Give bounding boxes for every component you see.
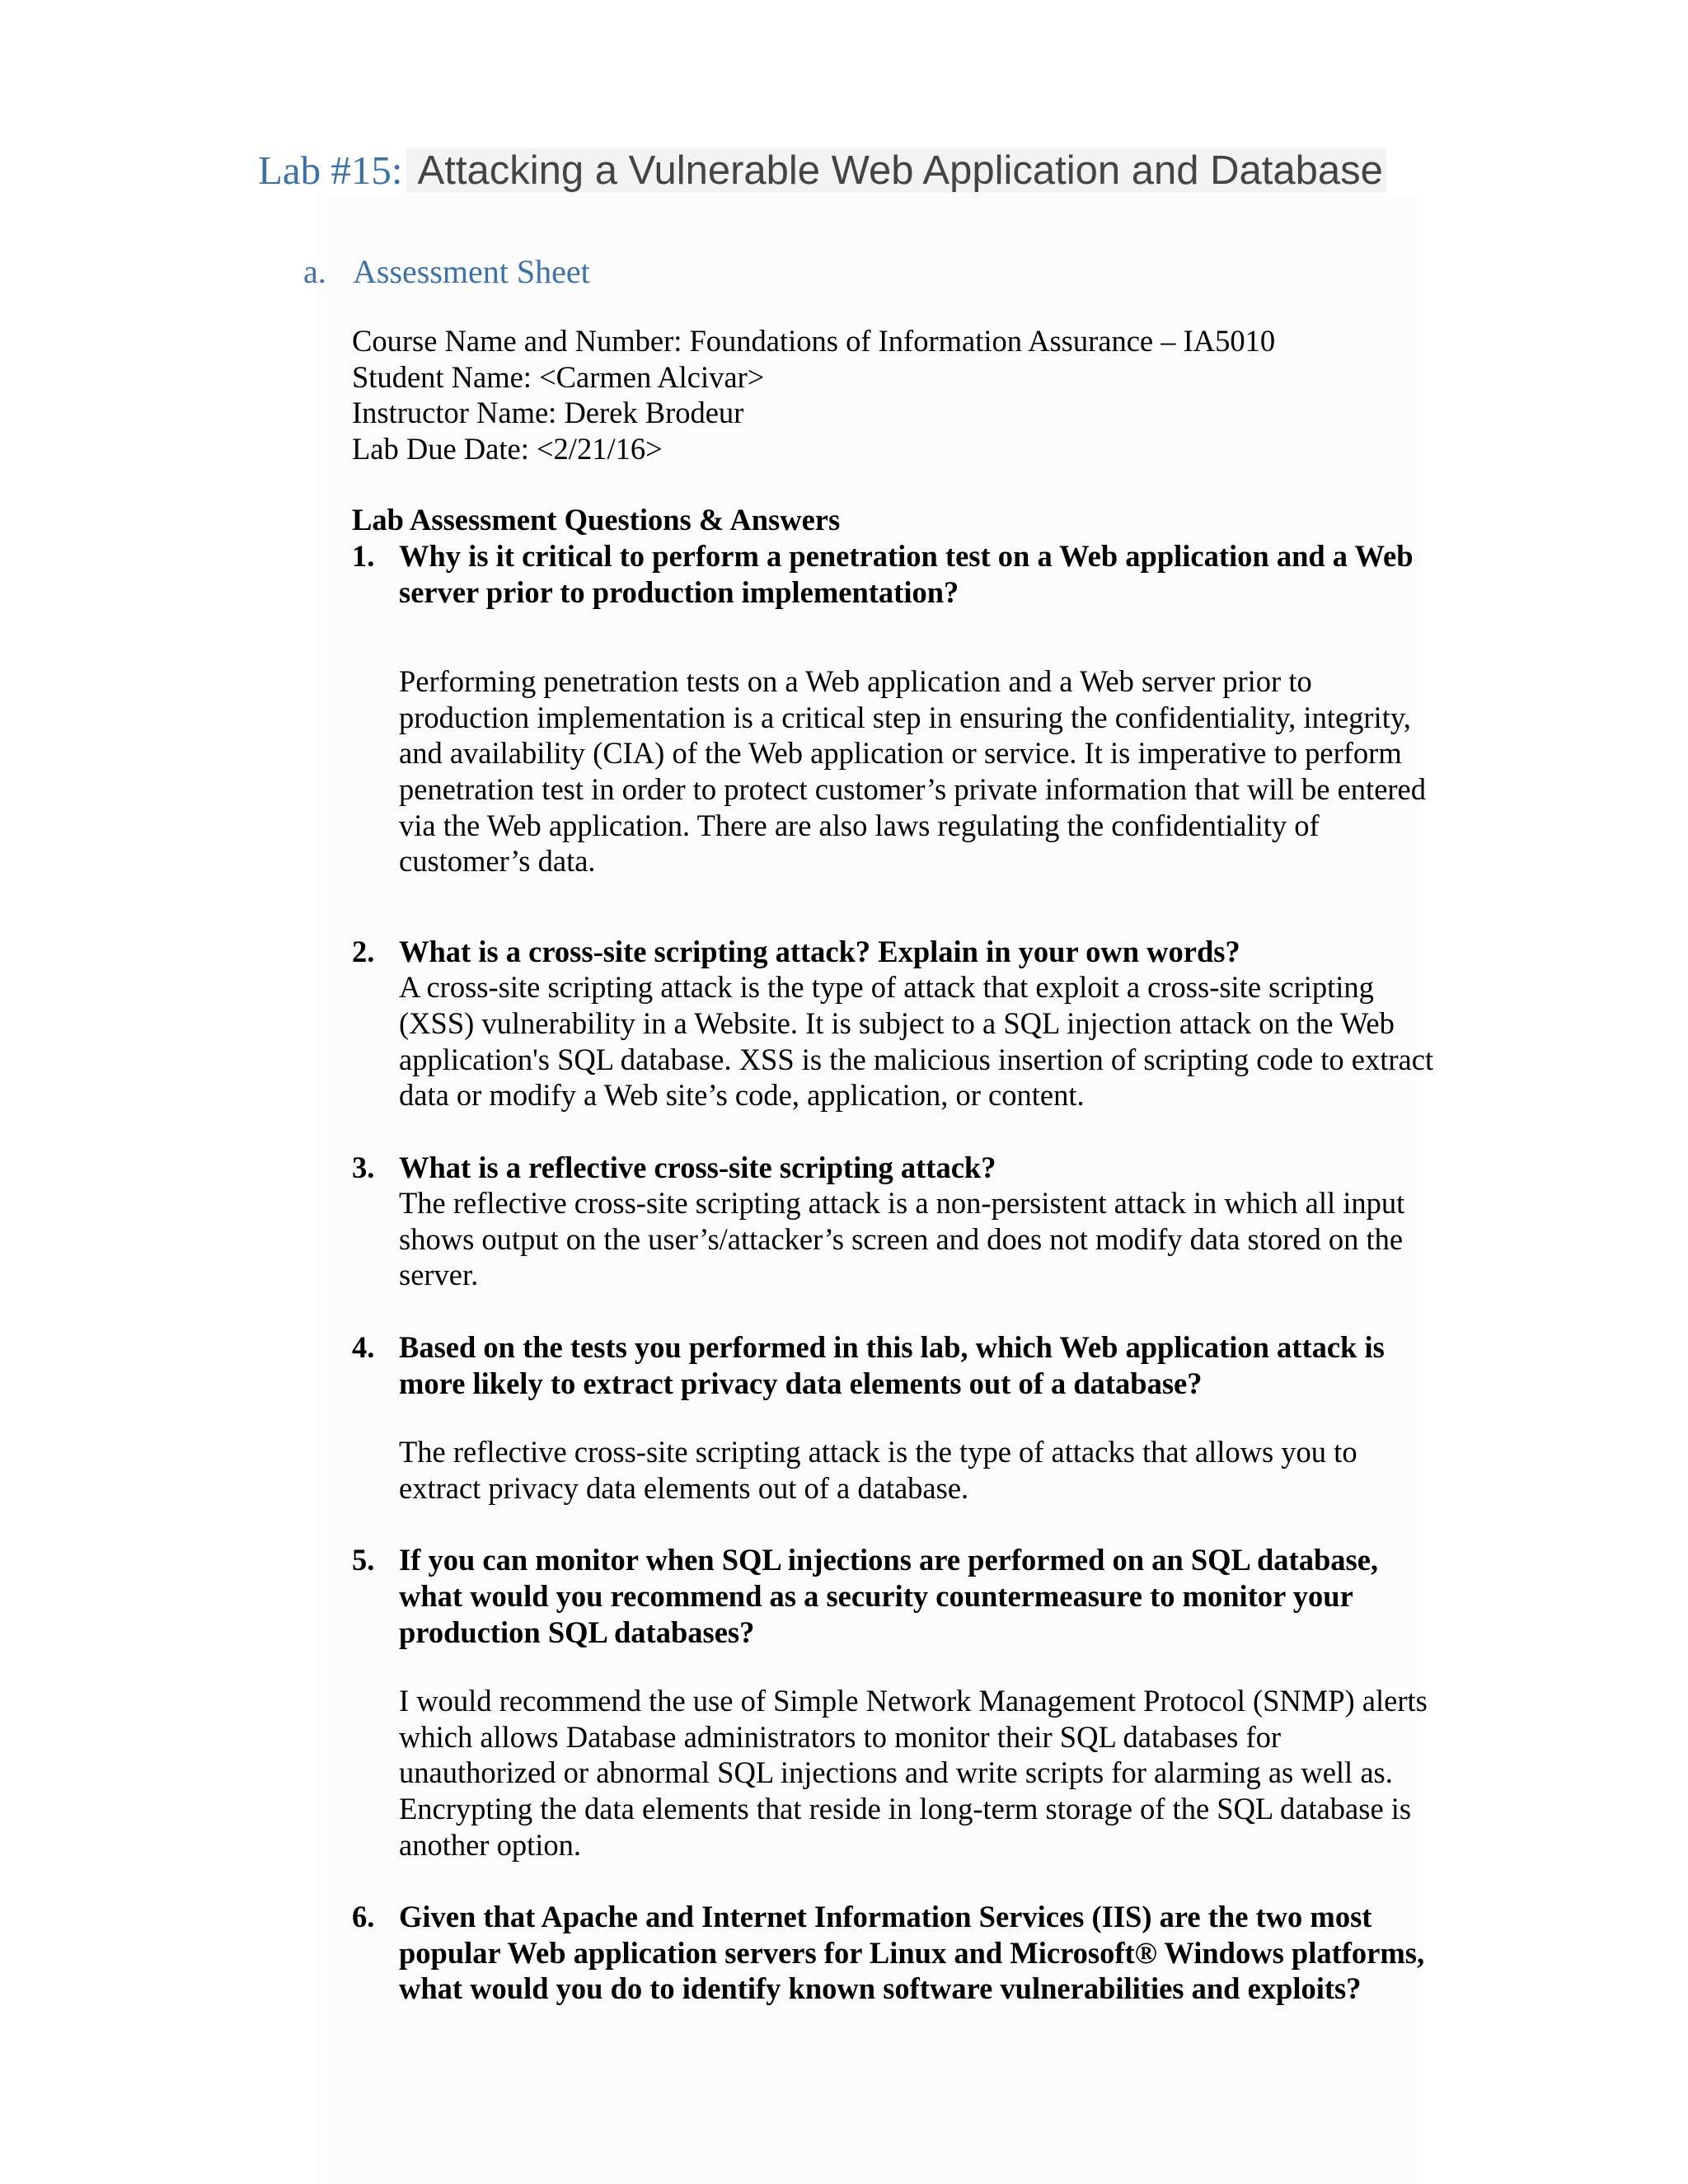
document-body [352,323,1440,2007]
question-item [352,1150,1440,1293]
question-number: 1. [352,538,375,573]
question-text: If you can monitor when SQL injections are performed on an SQL database, what would you recommend as a security countermeasure to monitor your production SQL databases? [399,1543,1379,1649]
question-number: 4. [352,1330,375,1365]
question-number: 5. [352,1543,375,1577]
question-item [352,1542,1440,1863]
qa-heading: Lab Assessment Questions & Answers [352,503,841,537]
question-number: 3. [352,1150,375,1184]
answer-text: A cross-site scripting attack is the type of attack that exploit a cross-site scripting (XSS) vulnerability in a Website. It is subject to a SQL injection attack on the Web application's SQL database. XSS is the malicious insertion of scripting code to extract data or modify a Web site’s code, application, or content. [399,970,1434,1113]
question-text: What is a reflective cross-site scripting attack? [399,1150,996,1184]
section-title: Assessment Sheet [353,253,590,290]
answer-text: Performing penetration tests on a Web application and a Web server prior to production implementation is a critical step in ensuring the confidentiality, integrity, and availability (CIA) of the Web application or service. It is imperative to perform penetration test in order to protect customer’s private information that will be entered via the Web application. There are also laws regulating the confidentiality of customer’s data. [399,664,1427,879]
answer-text: The reflective cross-site scripting attack is the type of attacks that allows you to extract privacy data elements out of a database. [399,1435,1357,1505]
due-date-line: Lab Due Date: <2/21/16> [352,431,663,466]
question-item [352,934,1440,1113]
question-number: 6. [352,1900,375,1934]
instructor-name-line: Instructor Name: Derek Brodeur [352,396,744,430]
section-heading [303,249,590,295]
title-lab-number: Lab #15: [258,148,403,193]
question-text: Based on the tests you performed in this lab, which Web application attack is more likely to extract privacy data elements out of a database? [399,1330,1385,1400]
question-text: Given that Apache and Internet Information Services (IIS) are the two most popular Web application servers for Linux and Microsoft® Windows platforms, what would you do to identify known software vulnerabilities and exploits? [399,1900,1425,2006]
section-letter: a. [303,253,326,290]
course-name-line: Course Name and Number: Foundations of Information Assurance – IA5010 [352,324,1276,358]
document-title [258,143,1386,199]
question-item [352,1329,1440,1506]
question-text: What is a cross-site scripting attack? Explain in your own words? [399,934,1240,968]
student-name-line: Student Name: <Carmen Alcivar> [352,359,765,394]
title-text: Attacking a Vulnerable Web Application and Database [406,148,1386,193]
question-text: Why is it critical to perform a penetration test on a Web application and a Web server prior to production implementation? [399,538,1414,609]
question-number: 2. [352,934,375,968]
answer-text: I would recommend the use of Simple Network Management Protocol (SNMP) alerts which allows Database administrators to monitor their SQL databases for unauthorized or abnormal SQL injections and write scripts for alarming as well as. Encrypting the data elements that reside in long-term storage of the SQL database is another option. [399,1684,1428,1862]
course-info [352,323,1440,466]
answer-text: The reflective cross-site scripting attack is a non-persistent attack in which all input shows output on the user’s/attacker’s screen and does not modify data stored on the server. [399,1186,1405,1292]
question-item [352,1899,1440,2007]
question-item [352,538,1440,879]
